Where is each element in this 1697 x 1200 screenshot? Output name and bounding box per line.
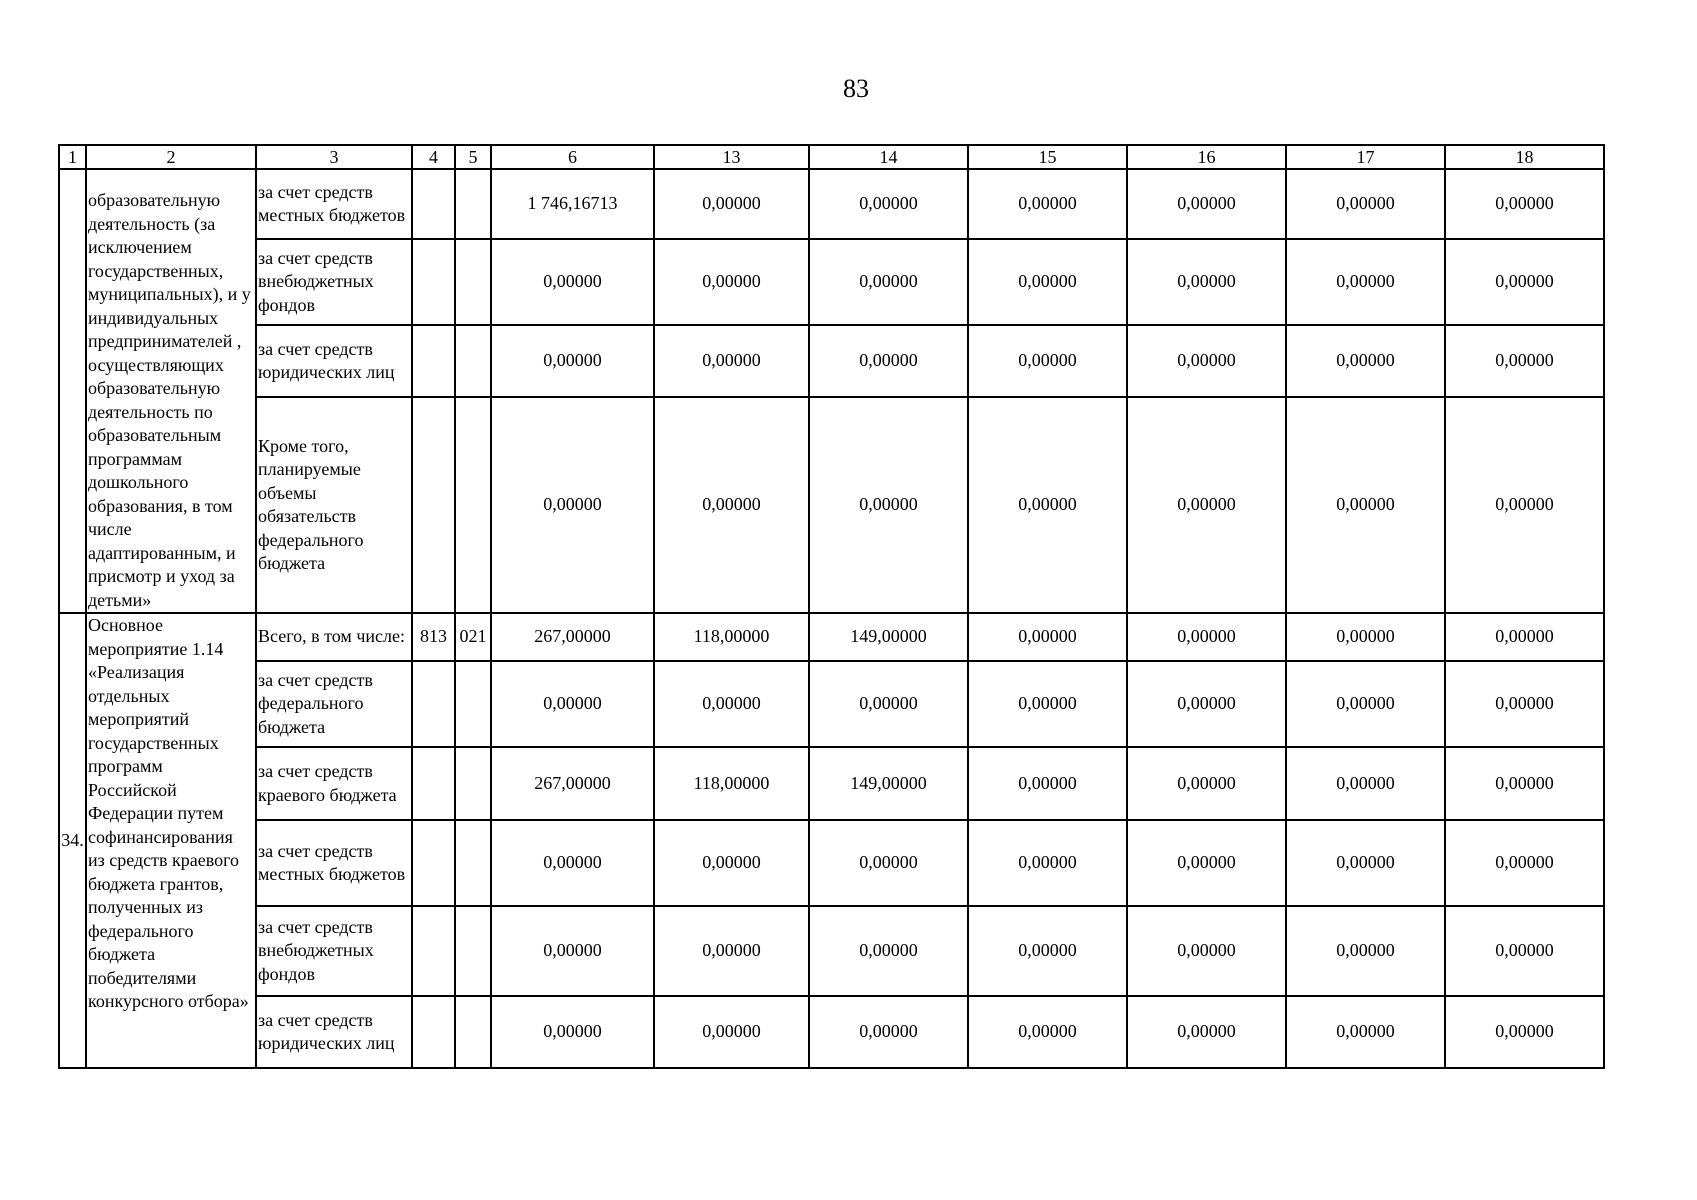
amount-cell: 118,00000 [654, 613, 809, 661]
table-row [59, 661, 1604, 747]
table-row [59, 747, 1604, 820]
code-grbs [412, 169, 455, 239]
amount-cell: 0,00000 [1127, 996, 1286, 1068]
funding-source: Всего, в том числе: [256, 613, 412, 661]
amount-cell: 0,00000 [968, 325, 1127, 397]
amount-cell: 0,00000 [809, 397, 968, 613]
code-grbs [412, 239, 455, 325]
amount-cell: 0,00000 [491, 239, 654, 325]
amount-cell: 0,00000 [1445, 661, 1604, 747]
column-header: 15 [968, 145, 1127, 169]
column-header: 13 [654, 145, 809, 169]
funding-source: Кроме того, планируемые объемы обязательств федерального бюджета [256, 397, 412, 613]
amount-cell: 0,00000 [1286, 239, 1445, 325]
amount-cell: 118,00000 [654, 747, 809, 820]
column-header: 5 [455, 145, 491, 169]
code-section [455, 325, 491, 397]
funding-source: за счет средств краевого бюджета [256, 747, 412, 820]
code-section [455, 996, 491, 1068]
amount-cell: 0,00000 [1127, 325, 1286, 397]
code-section: 021 [455, 613, 491, 661]
column-header: 1 [59, 145, 86, 169]
column-header: 14 [809, 145, 968, 169]
amount-cell: 0,00000 [968, 613, 1127, 661]
amount-cell: 0,00000 [1286, 325, 1445, 397]
amount-cell: 0,00000 [654, 169, 809, 239]
amount-cell: 0,00000 [1286, 169, 1445, 239]
amount-cell: 0,00000 [1286, 996, 1445, 1068]
funding-source: за счет средств внебюджетных фондов [256, 906, 412, 996]
table-row [59, 325, 1604, 397]
amount-cell: 0,00000 [654, 397, 809, 613]
code-section [455, 747, 491, 820]
amount-cell: 0,00000 [809, 906, 968, 996]
code-section [455, 661, 491, 747]
amount-cell: 1 746,16713 [491, 169, 654, 239]
amount-cell: 0,00000 [968, 397, 1127, 613]
funding-source: за счет средств юридических лиц [256, 325, 412, 397]
amount-cell: 0,00000 [968, 661, 1127, 747]
amount-cell: 0,00000 [809, 169, 968, 239]
amount-cell: 0,00000 [1127, 661, 1286, 747]
code-grbs [412, 325, 455, 397]
budget-table [58, 144, 1605, 1069]
amount-cell: 267,00000 [491, 747, 654, 820]
amount-cell: 0,00000 [654, 325, 809, 397]
amount-cell: 0,00000 [1127, 747, 1286, 820]
funding-source: за счет средств внебюджетных фондов [256, 239, 412, 325]
activity-name: Основное мероприятие 1.14 «Реализация отдельных мероприятий государственных программ Российской Федерации путем софинансирования из средств краевого бюджета грантов, полученных из федерального бюджета победителями конкурсного отбора» [86, 613, 256, 1068]
funding-source: за счет средств местных бюджетов [256, 820, 412, 906]
amount-cell: 0,00000 [1286, 661, 1445, 747]
amount-cell: 0,00000 [1445, 820, 1604, 906]
amount-cell: 0,00000 [654, 906, 809, 996]
amount-cell: 0,00000 [1445, 996, 1604, 1068]
code-section [455, 169, 491, 239]
funding-source: за счет средств федерального бюджета [256, 661, 412, 747]
table-row [59, 613, 1604, 661]
funding-source: за счет средств юридических лиц [256, 996, 412, 1068]
amount-cell: 0,00000 [809, 661, 968, 747]
amount-cell: 0,00000 [1127, 613, 1286, 661]
table-row [59, 169, 1604, 239]
amount-cell: 0,00000 [1286, 820, 1445, 906]
table-row [59, 906, 1604, 996]
amount-cell: 0,00000 [654, 239, 809, 325]
column-header: 18 [1445, 145, 1604, 169]
amount-cell: 0,00000 [491, 325, 654, 397]
amount-cell: 0,00000 [809, 325, 968, 397]
amount-cell: 0,00000 [1127, 906, 1286, 996]
code-grbs [412, 661, 455, 747]
code-grbs [412, 906, 455, 996]
page-number: 83 [843, 74, 869, 103]
amount-cell: 0,00000 [1445, 397, 1604, 613]
amount-cell: 0,00000 [491, 397, 654, 613]
amount-cell: 0,00000 [1286, 906, 1445, 996]
amount-cell: 0,00000 [1445, 906, 1604, 996]
column-header: 16 [1127, 145, 1286, 169]
activity-name: образовательную деятельность (за исключением государственных, муниципальных), и у индивидуальных предпринимателей , осуществляющих образовательную деятельность по образовательным программам дошкольного образования, в том числе адаптированным, и присмотр и уход за детьми» [86, 169, 256, 613]
amount-cell: 0,00000 [1445, 169, 1604, 239]
amount-cell: 0,00000 [1445, 613, 1604, 661]
amount-cell: 267,00000 [491, 613, 654, 661]
item-number: 34. [59, 613, 86, 1068]
column-header: 2 [86, 145, 256, 169]
amount-cell: 0,00000 [1127, 239, 1286, 325]
amount-cell: 0,00000 [491, 906, 654, 996]
table-row [59, 239, 1604, 325]
code-section [455, 397, 491, 613]
amount-cell: 0,00000 [491, 661, 654, 747]
column-header: 6 [491, 145, 654, 169]
amount-cell: 0,00000 [968, 820, 1127, 906]
amount-cell: 0,00000 [654, 820, 809, 906]
code-section [455, 239, 491, 325]
funding-source: за счет средств местных бюджетов [256, 169, 412, 239]
amount-cell: 0,00000 [1286, 613, 1445, 661]
amount-cell: 0,00000 [1286, 747, 1445, 820]
column-header: 17 [1286, 145, 1445, 169]
amount-cell: 0,00000 [968, 996, 1127, 1068]
amount-cell: 0,00000 [809, 996, 968, 1068]
code-grbs: 813 [412, 613, 455, 661]
code-grbs [412, 397, 455, 613]
amount-cell: 0,00000 [654, 996, 809, 1068]
amount-cell: 0,00000 [968, 239, 1127, 325]
amount-cell: 0,00000 [1445, 239, 1604, 325]
code-grbs [412, 747, 455, 820]
amount-cell: 0,00000 [809, 239, 968, 325]
amount-cell: 149,00000 [809, 613, 968, 661]
amount-cell: 0,00000 [491, 820, 654, 906]
amount-cell: 0,00000 [968, 906, 1127, 996]
amount-cell: 0,00000 [1127, 169, 1286, 239]
code-section [455, 820, 491, 906]
code-grbs [412, 996, 455, 1068]
amount-cell: 0,00000 [968, 747, 1127, 820]
amount-cell: 0,00000 [968, 169, 1127, 239]
amount-cell: 0,00000 [1127, 820, 1286, 906]
amount-cell: 0,00000 [491, 996, 654, 1068]
table-row [59, 397, 1604, 613]
amount-cell: 0,00000 [809, 820, 968, 906]
amount-cell: 0,00000 [1445, 747, 1604, 820]
amount-cell: 0,00000 [1127, 397, 1286, 613]
column-header: 4 [412, 145, 455, 169]
table-row [59, 820, 1604, 906]
code-grbs [412, 820, 455, 906]
item-number [59, 169, 86, 613]
amount-cell: 0,00000 [654, 661, 809, 747]
amount-cell: 0,00000 [1445, 325, 1604, 397]
amount-cell: 149,00000 [809, 747, 968, 820]
header-row [59, 145, 1604, 169]
code-section [455, 906, 491, 996]
amount-cell: 0,00000 [1286, 397, 1445, 613]
table-row [59, 996, 1604, 1068]
column-header: 3 [256, 145, 412, 169]
